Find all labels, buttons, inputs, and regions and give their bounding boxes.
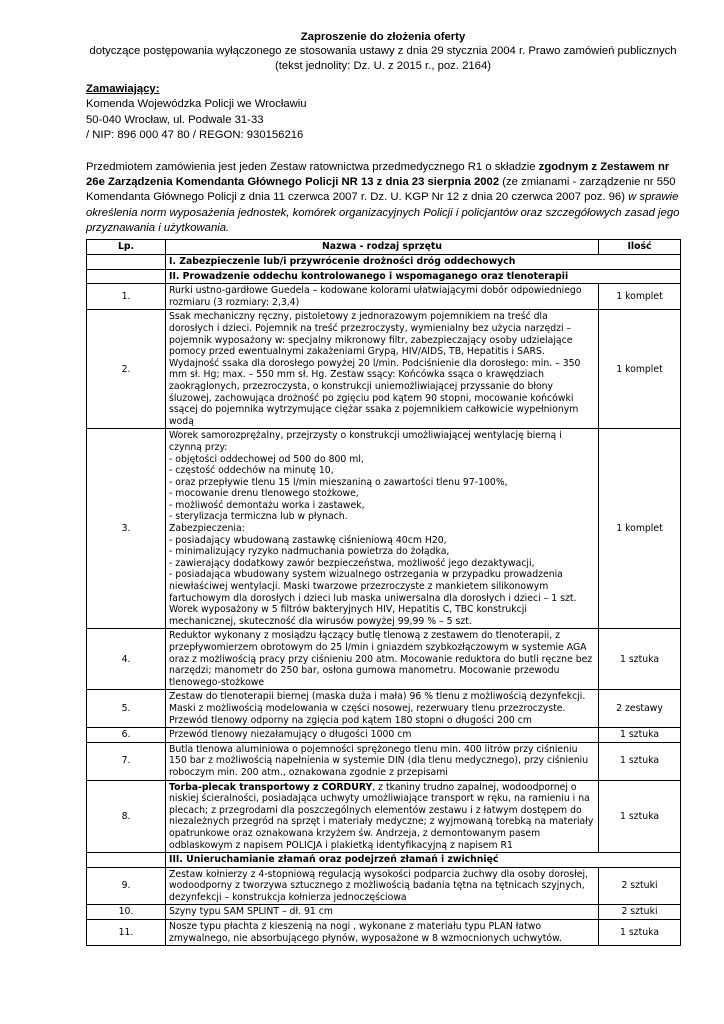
row-quantity: 1 sztuka (599, 629, 681, 690)
section-row (87, 853, 681, 868)
row-number: 2. (87, 310, 166, 429)
row-description: Butla tlenowa aluminiowa o pojemności sprężonego tlenu min. 400 litrów przy ciśnieniu 150 bar z możliwością napełnienia w systemie DIN (dla tlenu medycznego), przy ciśnieniu roboczym min. 200 atm., oznakowana zgodnie z przepisami (166, 742, 599, 780)
section-heading-3: III. Unieruchamianie złamań oraz podejrzeń złamań i zwichnięć (166, 853, 681, 868)
intro-text-2: (ze zmianami - zarządzenie nr 550 Komendanta Głównego Policji z dnia 11 czerwca 2007 r. Dz. U. KGP Nr 12 z dnia 20 czerwca 2007 poz. 96) (86, 175, 676, 204)
row-number: 6. (87, 728, 166, 743)
row-number: 10. (87, 905, 166, 920)
row-description (166, 429, 599, 629)
buyer-address: 50-040 Wrocław, ul. Podwale 31-33 (86, 113, 264, 126)
header-lp: Lp. (87, 240, 166, 255)
row-description: Reduktor wykonany z mosiądzu łączący butlę tlenową z zestawem do tlenoterapii, z przepływomierzem obrotowym do 25 l/min i gniazdem szybkozłączowym w systemie AGA oraz z możliwością pracy przy ciśnieniu 200 atm. Mocowanie reduktora do butli ręczne bez narzędzi; manometr do 250 bar, osłona gumowa manometru. Mocowanie przewodu tlenowego-stożkowe (166, 629, 599, 690)
row-number: 9. (87, 867, 166, 905)
table-row (87, 429, 681, 629)
table-row (87, 742, 681, 780)
row-quantity: 2 sztuki (599, 867, 681, 905)
table-row (87, 780, 681, 853)
document-subtitle-line2: (tekst jednolity: Dz. U. z 2015 r., poz. 2164) (275, 59, 491, 72)
row-quantity: 1 komplet (599, 310, 681, 429)
table-row (87, 867, 681, 905)
intro-italic-ref: w sprawie określenia norm wyposażenia jednostek, komórek organizacyjnych Policji i policjantów oraz szczegółowych zasad jego przyznawania i użytkowania. (86, 191, 680, 234)
row-quantity: 1 sztuka (599, 742, 681, 780)
desc-line: - sterylizacja termiczna lub w płynach. (169, 511, 348, 523)
buyer-block (86, 82, 680, 144)
row-description: Szyny typu SAM SPLINT – dł. 91 cm (166, 905, 599, 920)
row-number: 11. (87, 920, 166, 946)
row-quantity: 1 komplet (599, 284, 681, 310)
desc-line: - częstość oddechów na minutę 10, (169, 465, 334, 477)
table-row (87, 690, 681, 728)
row-description (166, 780, 599, 853)
desc-line: - zawierający dodatkowy zawór bezpieczeństwa, możliwość jego dezaktywacji, (169, 557, 535, 569)
row-number: 8. (87, 780, 166, 853)
intro-bold-ref: zgodnym z Zestawem nr 26e Zarządzenia Komendanta Głównego Policji NR 13 z dnia 23 sierpnia 2002 (86, 160, 670, 188)
buyer-tax-ids: / NIP: 896 000 47 80 / REGON: 930156216 (86, 129, 304, 142)
section-row (87, 269, 681, 284)
section-heading-1: I. Zabezpieczenie lub/i przywrócenie drożności dróg oddechowych (166, 255, 681, 270)
row-description: Zestaw do tlenoterapii biernej (maska duża i mała) 96 % tlenu z możliwością dezynfekcji. Maski z możliwością modelowania w części nosowej, rezerwuary tlenu przezroczyste. Przewód tlenowy odporny na zgięcia pod kątem 180 stopni o długości 200 cm (166, 690, 599, 728)
table-row (87, 310, 681, 429)
table-row (87, 284, 681, 310)
intro-text-1: Przedmiotem zamówienia jest jeden Zestaw ratownictwa przedmedycznego R1 o składzie (86, 160, 539, 173)
buyer-label: Zamawiający: (86, 83, 160, 95)
row-quantity: 1 komplet (599, 429, 681, 629)
table-row (87, 920, 681, 946)
desc-line: - mocowanie drenu tlenowego stożkowe, (169, 488, 359, 500)
section-heading-2: II. Prowadzenie oddechu kontrolowanego i wspomaganego oraz tlenoterapii (166, 269, 681, 284)
row-description: Zestaw kołnierzy z 4-stopniową regulacją wysokości podparcia żuchwy dla osoby dorosłej, wodoodporny z tworzywa sztucznego z możliwością badania tętna na tętnicach szyjnych, dezynfekcji – konstrukcja kołnierza jednoczęściowa (166, 867, 599, 905)
table-row (87, 728, 681, 743)
row-number: 1. (87, 284, 166, 310)
row-description: Ssak mechaniczny ręczny, pistoletowy z jednorazowym pojemnikiem na treść dla dorosłych i dzieci. Pojemnik na treść przezroczysty, wymienialny bez użycia narzędzi – pojemnik wyposażony w: specjalny mikronowy filtr, zabezpieczający osoby udzielające pomocy przed ewentualnymi zakażeniami Grypą, HIV/AIDS, TB, Hepatitis i SARS. Wydajność ssaka dla dorosłego powyżej 20 l/min. Podciśnienie dla dorosłego: min. – 350 mm sł. Hg; max. – 550 mm sł. Hg. Zestaw ssący: Końcówka ssąca o krawędziach zaokrąglonych, przezroczysta, o konstrukcji uniemożliwiającej przyssanie do błony śluzowej, zachowująca drożność po zgięciu pod kątem 90 stopni, mocowanie końcówki ssącej do pojemnika wytrzymujące ciężar ssaka z pojemnikiem całkowicie wypełnionym wodą (166, 310, 599, 429)
table-row (87, 905, 681, 920)
document-title: Zaproszenie do złożenia oferty (300, 31, 466, 43)
row-quantity: 1 sztuka (599, 780, 681, 853)
desc-line: - oraz przepływie tlenu 15 l/min mieszaniną o zawartości tlenu 97-100%, (169, 476, 508, 488)
table-header-row (87, 240, 681, 255)
row-description: Rurki ustno-gardłowe Guedela – kodowane kolorami ułatwiającymi dobór odpowiedniego rozmiaru (3 rozmiary: 2,3,4) (166, 284, 599, 310)
document-subtitle-line1: dotyczące postępowania wyłączonego ze stosowania ustawy z dnia 29 stycznia 2004 r. Prawo zamówień publicznych (89, 45, 677, 57)
row-number: 7. (87, 742, 166, 780)
desc-line: - możliwość demontażu worka i zastawek, (169, 499, 365, 511)
table-row (87, 629, 681, 690)
buyer-name: Komenda Wojewódzka Policji we Wrocławiu (86, 98, 307, 111)
document-page (86, 20, 680, 236)
row-description-bold: Torba-plecak transportowy z CORDURY (169, 781, 373, 793)
desc-line: - objętości oddechowej od 500 do 800 ml, (169, 453, 364, 465)
row-number: 4. (87, 629, 166, 690)
row-number: 5. (87, 690, 166, 728)
desc-line: - posiadająca wbudowany system wizualnego ostrzegania w przypadku prowadzenia niewłaściwej wentylacji. Maski twarzowe przezroczyste z mankietem silikonowym fartuchowym dla dorosłych i dzieci lub maska uniwersalna dla dorosłych i dzieci – 1 szt. Worek wyposażony w 5 filtrów bakteryjnych HIV, Hepatitis C, TBC konstrukcji mechanicznej, skuteczność dla wirusów powyżej 99,99 % – 5 szt. (169, 569, 577, 627)
row-description: Przewód tlenowy niezałamujący o długości 1000 cm (166, 728, 599, 743)
header-qty: Ilość (599, 240, 681, 255)
row-description-rest: , z tkaniny trudno zapalnej, wodoodpornej o niskiej ścieralności, posiadająca uchwyty umożliwiające transport w ręku, na ramieniu i na plecach; z przegrodami dla poszczególnych elementów zestawu i z łatwym dostępem do niezależnych przegród na sprzęt i materiały medyczne; z wyjmowaną torebką na materiały opatrunkowe oraz oznakowana krzyżem św. Andrzeja, z demontowanym pasem odblaskowym z napisem POLICJA i plakietką identyfikacyjną z napisem R1 (169, 781, 594, 851)
intro-paragraph (86, 160, 680, 236)
header-name: Nazwa - rodzaj sprzętu (166, 240, 599, 255)
row-description: Nosze typu płachta z kieszenią na nogi , wykonane z materiału typu PLAN łatwo zmywalnego, nie absorbującego płynów, wyposażone w 8 wzmocnionych uchwytów. (166, 920, 599, 946)
section-row (87, 255, 681, 270)
desc-line: Zabezpieczenia: (169, 523, 245, 535)
desc-line: Worek samorozprężalny, przejrzysty o konstrukcji umożliwiającej wentylację bierną i czynną przy: (169, 430, 562, 453)
desc-line: - posiadający wbudowaną zastawkę ciśnieniową 40cm H20, (169, 534, 447, 546)
row-number: 3. (87, 429, 166, 629)
desc-line: - minimalizujący ryzyko nadmuchania powietrza do żołądka, (169, 546, 450, 558)
row-quantity: 1 sztuka (599, 920, 681, 946)
row-quantity: 2 zestawy (599, 690, 681, 728)
equipment-table (86, 239, 681, 946)
row-quantity: 2 sztuki (599, 905, 681, 920)
row-quantity: 1 sztuka (599, 728, 681, 743)
